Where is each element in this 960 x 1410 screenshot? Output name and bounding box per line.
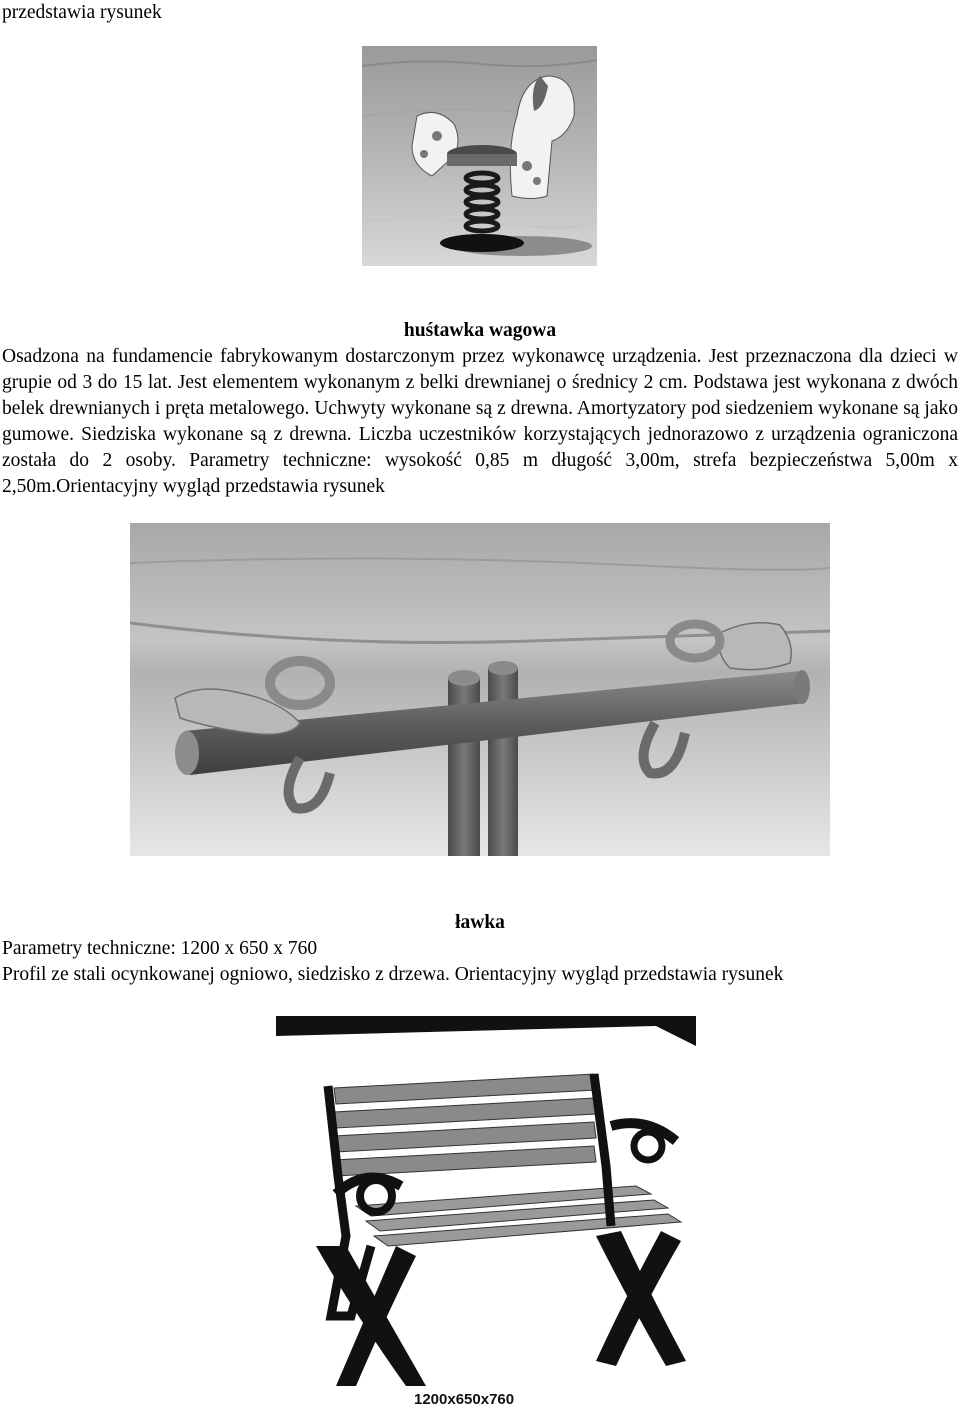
bench-parameters: Parametry techniczne: 1200 x 650 x 760 xyxy=(2,938,318,959)
bench-image xyxy=(276,1016,696,1410)
bench-image-caption: 1200x650x760 xyxy=(414,1391,515,1408)
seesaw-description: Osadzona na fundamencie fabrykowanym dostarczonym przez wykonawcę urządzenia. Jest przeznaczona dla dzieci w grupie od 3 do 15 lat. Jest elementem wykonanym z belki drewnianej o średnicy 2 cm. Podstawa jest wykonana z dwóch belek drewnianych i pręta metalowego. Uchwyty wykonane są z drewna. Amortyzatory pod siedzeniem wykonane są jako gumowe. Siedziska wykonane są z drewna. Liczba uczestników korzystających jednorazowo z urządzenia ograniczona została do 2 osoby. Parametry techniczne: wysokość 0,85 m długość 3,00m, strefa bezpieczeństwa 5,00m x 2,50m.Orientacyjny wygląd przedstawia rysunek xyxy=(2,346,958,497)
seesaw-image xyxy=(130,523,830,856)
top-text: przedstawia rysunek xyxy=(2,2,162,23)
bench-description: Profil ze stali ocynkowanej ogniowo, siedzisko z drzewa. Orientacyjny wygląd przedstawia rysunek xyxy=(2,964,784,985)
section-heading-bench: ławka xyxy=(455,912,505,933)
spring-rocker-image xyxy=(362,46,597,266)
section-heading-seesaw: huśtawka wagowa xyxy=(403,320,557,341)
